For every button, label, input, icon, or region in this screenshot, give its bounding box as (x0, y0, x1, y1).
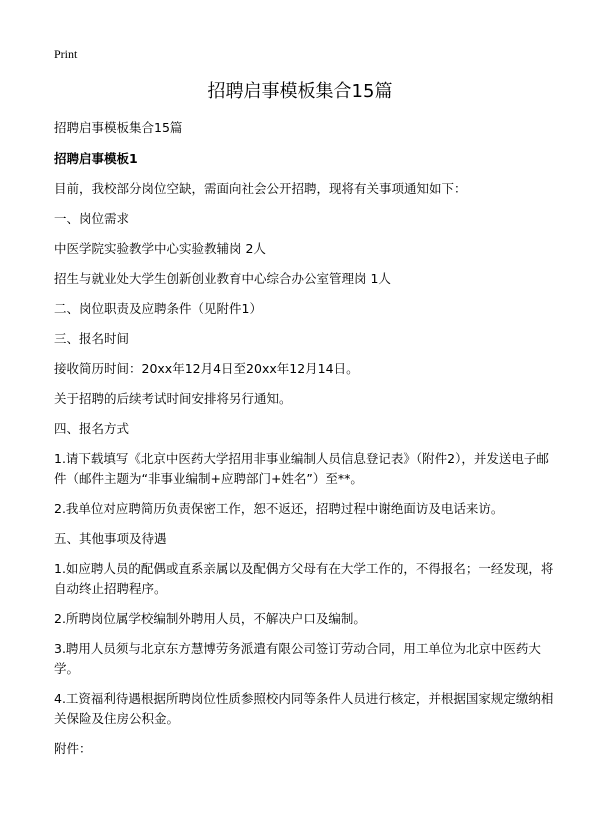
section-heading-duties: 二、岗位职责及应聘条件（见附件1） (54, 301, 262, 316)
followup-note: 关于招聘的后续考试时间安排将另行通知。 (54, 391, 292, 406)
intro-paragraph: 目前，我校部分岗位空缺，需面向社会公开招聘，现将有关事项通知如下： (54, 181, 467, 196)
print-label: Print (54, 47, 78, 61)
section-heading-posts: 一、岗位需求 (54, 211, 130, 226)
section-heading-time: 三、报名时间 (54, 331, 130, 346)
resume-time: 接收简历时间：20xx年12月4日至20xx年12月14日。 (54, 361, 359, 376)
attachments-label: 附件： (54, 741, 92, 756)
other-item: 2.所聘岗位属学校编制外聘用人员，不解决户口及编制。 (54, 611, 366, 626)
post-item: 中医学院实验教学中心实验教辅岗 2人 (54, 241, 266, 256)
other-item: 3.聘用人员须与北京东方慧博劳务派遣有限公司签订劳动合同，用工单位为北京中医药大学。 (54, 641, 541, 676)
template-heading: 招聘启事模板1 (54, 151, 138, 166)
method-item: 2.我单位对应聘简历负责保密工作，恕不返还，招聘过程中谢绝面访及电话来访。 (54, 501, 504, 516)
post-item: 招生与就业处大学生创新创业教育中心综合办公室管理岗 1人 (54, 271, 391, 286)
other-item: 4.工资福利待遇根据所聘岗位性质参照校内同等条件人员进行核定，并根据国家规定缴纳相关保险及住房公积金。 (54, 691, 554, 726)
page-title: 招聘启事模板集合15篇 (207, 81, 393, 102)
method-item: 1.请下载填写《北京中医药大学招用非事业编制人员信息登记表》（附件2），并发送电子邮件（邮件主题为“非事业编制+应聘部门+姓名”）至**。 (54, 451, 549, 486)
document-body (54, 118, 554, 759)
other-item: 1.如应聘人员的配偶或直系亲属以及配偶方父母有在大学工作的，不得报名；一经发现，将自动终止招聘程序。 (54, 561, 554, 596)
section-heading-other: 五、其他事项及待遇 (54, 531, 167, 546)
subtitle: 招聘启事模板集合15篇 (54, 120, 183, 135)
section-heading-method: 四、报名方式 (54, 421, 130, 436)
